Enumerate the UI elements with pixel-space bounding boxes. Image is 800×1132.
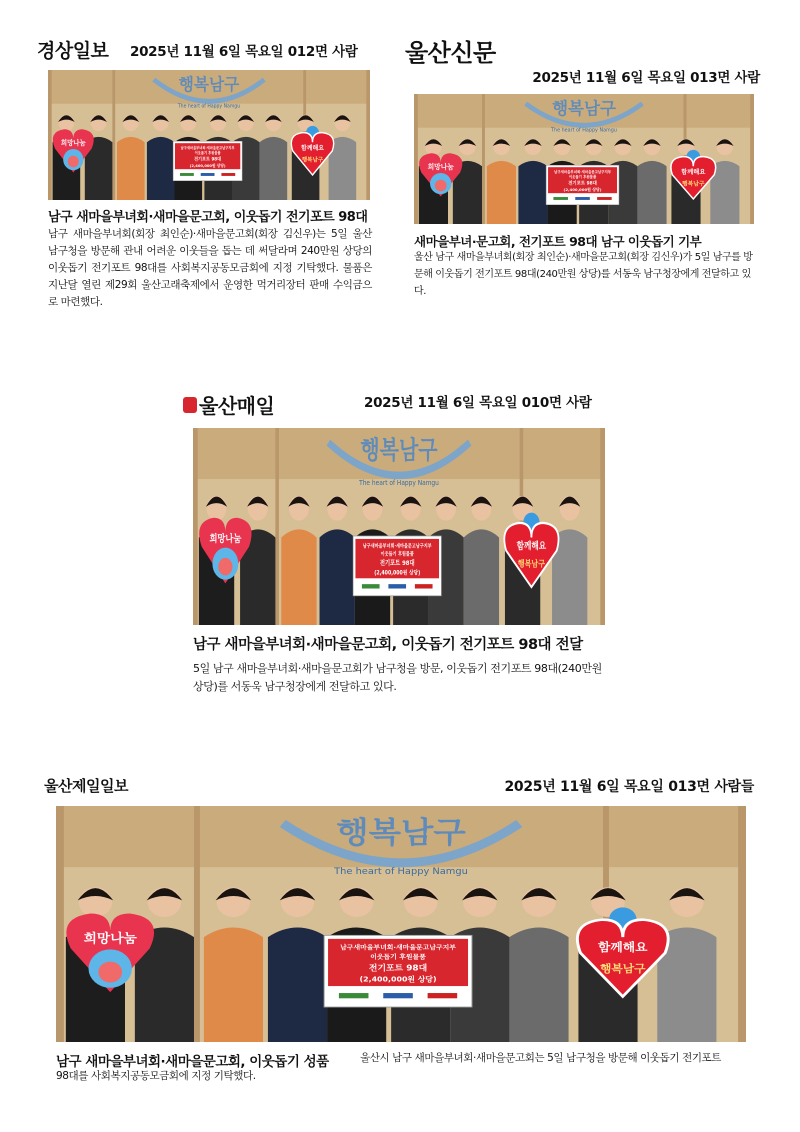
svg-text:함께해요: 함께해요 xyxy=(681,168,706,176)
svg-text:행복남구: 행복남구 xyxy=(360,436,438,466)
paper-name: 경상일보 xyxy=(37,40,109,62)
svg-text:행복남구: 행복남구 xyxy=(517,558,546,569)
svg-text:(2,400,000원 상당): (2,400,000원 상당) xyxy=(189,163,226,168)
svg-text:남구새마을부녀회·새마을문고남구지부: 남구새마을부녀회·새마을문고남구지부 xyxy=(340,943,456,952)
article-body: 울산 남구 새마을부녀회(회장 최인순)·새마을문고회(회장 김신우)가 5일 남구를 방문해 이웃돕기 전기포트 98대(240만원 상당)를 서동욱 남구청장에게 전달하고 있다. xyxy=(414,252,753,297)
svg-text:함께해요: 함께해요 xyxy=(516,541,547,553)
svg-text:이웃돕기 후원물품: 이웃돕기 후원물품 xyxy=(380,552,414,558)
svg-text:남구새마을부녀회·새마을문고남구지부: 남구새마을부녀회·새마을문고남구지부 xyxy=(362,544,432,550)
article-headline: 새마을부녀·문고회, 전기포트 98대 남구 이웃돕기 기부 xyxy=(414,234,702,249)
article-headline: 남구 새마을부녀회·새마을문고회, 이웃돕기 전기포트 98대 전달 xyxy=(193,637,583,653)
article-date: 2025년 11월 6일 목요일 012면 사람 xyxy=(130,44,358,60)
svg-text:행복남구: 행복남구 xyxy=(178,74,240,95)
article-headline: 남구 새마을부녀회·새마을문고회, 이웃돕기 전기포트 98대 xyxy=(48,210,368,225)
svg-text:이웃돕기 후원물품: 이웃돕기 후원물품 xyxy=(568,175,597,180)
article-body: 울산시 남구 새마을부녀회·새마을문고회는 5일 남구청을 방문해 이웃돕기 전기포트 xyxy=(360,1052,722,1064)
article-date: 2025년 11월 6일 목요일 013면 사람 xyxy=(532,70,760,86)
svg-text:희망나눔: 희망나눔 xyxy=(83,932,137,947)
svg-text:함께해요: 함께해요 xyxy=(300,144,325,152)
article-body-cont: 98대를 사회복지공동모금회에 지정 기탁했다. xyxy=(56,1070,256,1082)
svg-text:남구새마을부녀회·새마을문고남구지부: 남구새마을부녀회·새마을문고남구지부 xyxy=(180,145,235,150)
svg-text:행복남구: 행복남구 xyxy=(599,962,646,975)
svg-text:이웃돕기 후원물품: 이웃돕기 후원물품 xyxy=(194,151,221,156)
paper-name: 울산신문 xyxy=(405,39,496,67)
paper-name: 울산매일 xyxy=(199,394,275,418)
svg-text:전기포트 98대: 전기포트 98대 xyxy=(194,156,222,162)
article-date: 2025년 11월 6일 목요일 010면 사람 xyxy=(364,395,592,411)
article-photo xyxy=(48,70,370,200)
paper-name: 울산제일일보 xyxy=(44,777,128,795)
article-photo xyxy=(414,94,754,224)
svg-text:남구새마을부녀회·새마을문고남구지부: 남구새마을부녀회·새마을문고남구지부 xyxy=(554,169,612,174)
svg-text:(2,400,000원 상당): (2,400,000원 상당) xyxy=(374,570,421,577)
article-body: 5일 남구 새마을부녀회·새마을문고회가 남구청을 방문, 이웃돕기 전기포트 98대(240만원 상당)를 서동욱 남구청장에게 전달하고 있다. xyxy=(193,662,602,693)
article-photo xyxy=(56,806,746,1042)
svg-text:The heart of Happy Namgu: The heart of Happy Namgu xyxy=(334,866,468,877)
svg-text:행복남구: 행복남구 xyxy=(301,157,324,164)
article-photo xyxy=(193,428,605,625)
svg-text:(2,400,000원 상당): (2,400,000원 상당) xyxy=(563,186,602,192)
svg-text:전기포트 98대: 전기포트 98대 xyxy=(368,962,428,973)
svg-text:전기포트 98대: 전기포트 98대 xyxy=(379,559,415,568)
svg-text:The heart of Happy Namgu: The heart of Happy Namgu xyxy=(177,104,241,110)
paper-logo xyxy=(183,390,274,419)
svg-text:이웃돕기 후원물품: 이웃돕기 후원물품 xyxy=(370,953,426,961)
svg-text:The heart of Happy Namgu: The heart of Happy Namgu xyxy=(359,478,439,488)
svg-text:함께해요: 함께해요 xyxy=(598,940,648,954)
svg-text:전기포트 98대: 전기포트 98대 xyxy=(568,181,597,187)
paper-logo-icon xyxy=(183,397,197,413)
article-body: 남구 새마을부녀회(회장 최인순)·새마을문고회(회장 김신우)는 5일 울산 남구청을 방문해 관내 어려운 이웃들을 돕는 데 써달라며 240만원 상당의 이웃돕기 전기포트 98대를 사회복지공동모금회에 지정 기탁했다. 물품은 지난달 열린 제29회 울산고래축제에서 운영한 먹거리장터 판매 수익금으로 마련했다. xyxy=(48,228,372,308)
svg-text:행복남구: 행복남구 xyxy=(552,99,616,119)
svg-text:희망나눔: 희망나눔 xyxy=(60,138,86,148)
svg-text:행복남구: 행복남구 xyxy=(682,181,705,188)
svg-text:희망나눔: 희망나눔 xyxy=(209,533,242,546)
svg-text:The heart of Happy Namgu: The heart of Happy Namgu xyxy=(551,128,617,134)
svg-text:희망나눔: 희망나눔 xyxy=(427,163,454,172)
svg-text:(2,400,000원 상당): (2,400,000원 상당) xyxy=(359,975,437,984)
article-headline: 남구 새마을부녀회·새마을문고회, 이웃돕기 성품 xyxy=(56,1054,329,1070)
article-date: 2025년 11월 6일 목요일 013면 사람들 xyxy=(504,779,754,795)
svg-text:행복남구: 행복남구 xyxy=(336,816,466,851)
